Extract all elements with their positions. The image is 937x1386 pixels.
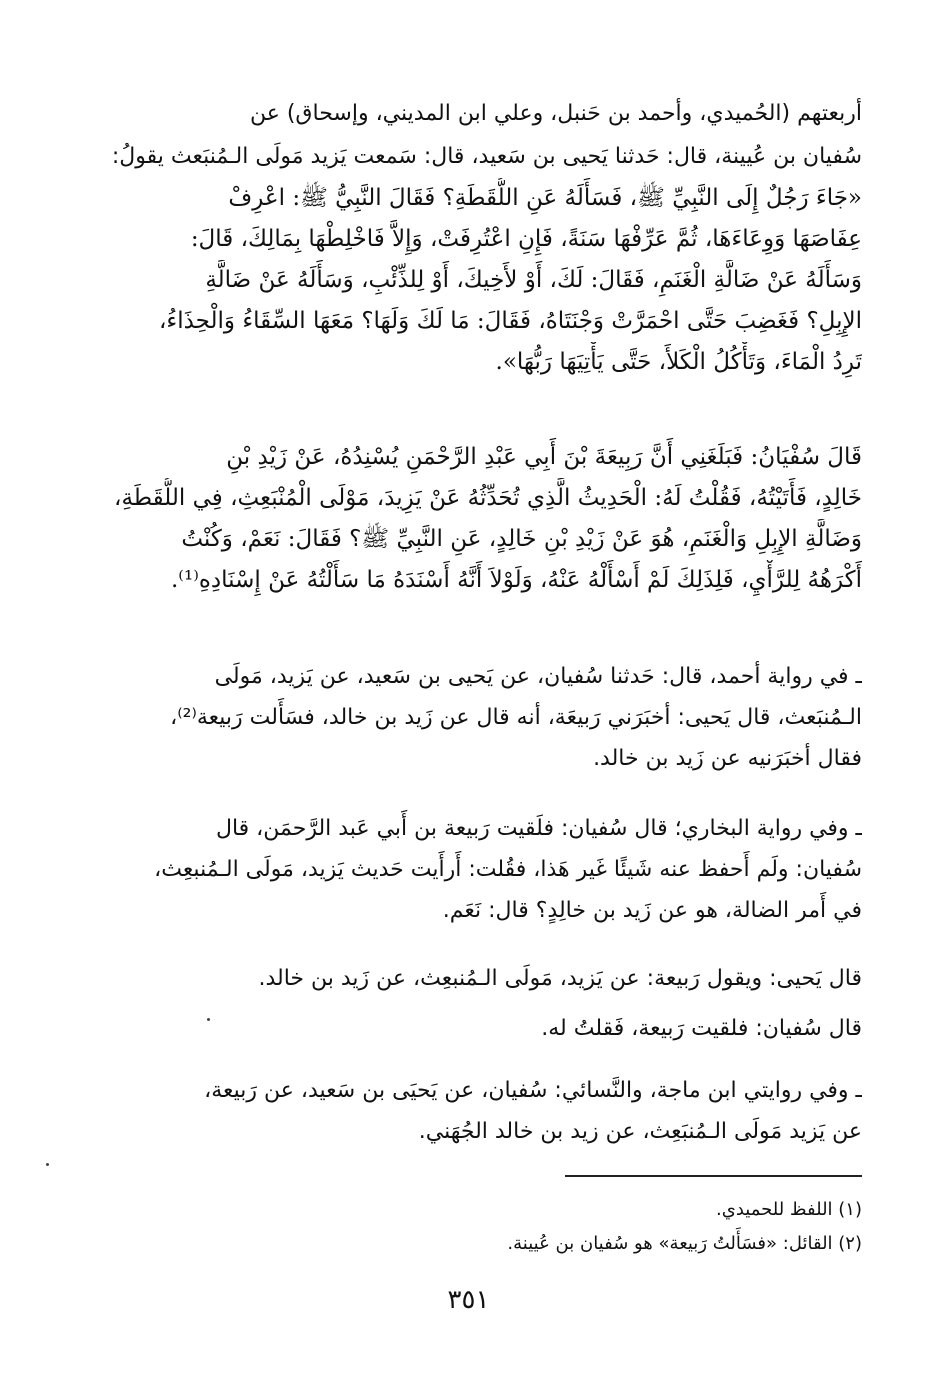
text-line: عن يَزيد مَولَى الـمُنبَعِث، عن زيد بن خالد الجُهَني.: [418, 1119, 862, 1144]
footnote: (١) اللفظ للحميدي.: [716, 1199, 862, 1220]
text-line: قَالَ سُفْيَانُ: فَبَلَغَنِي أَنَّ رَبِيعَةَ بْنَ أَبِي عَبْدِ الرَّحْمَنِ يُسْنِدُهُ، عَنْ زَيْدِ بْنِ: [226, 444, 862, 470]
ahmad-narration: [67, 656, 862, 779]
text-line: ـ في رواية أحمد، قال: حَدثنا سُفيان، عن يَحيى بن سَعيد، عن يَزيد، مَولَى: [214, 664, 862, 689]
page-number: ٣٥١: [447, 1285, 490, 1315]
text-line: ـ وفي روايتي ابن ماجة، والنَّسائي: سُفيان، عن يَحيَى بن سَعيد، عن رَبيعة،: [204, 1078, 862, 1103]
text-line: خَالِدٍ، فَأَتَيْتُهُ، فَقُلْتُ لَهُ: الْحَدِيثُ الَّذِي تُحَدِّثُهُ عَنْ يَزِيدَ، مَوْلَى الْمُنْبَعِثِ، فِي اللُّقَطَةِ،: [114, 485, 862, 511]
text-line: قال سُفيان: فلقيت رَبيعة، فَقلتُ له.: [541, 1016, 862, 1041]
footnote-separator: [565, 1175, 862, 1177]
text-line: وَسَأَلَهُ عَنْ ضَالَّةِ الْغَنَمِ، فَقَالَ: لَكَ، أَوْ لأَخِيكَ، أَوْ لِلذِّئْبِ، وَسَأَلَهُ عَنْ ضَالَّةِ: [205, 267, 862, 293]
scan-speck: [46, 1163, 49, 1166]
text-line: أربعتهم (الحُميدي، وأحمد بن حَنبل، وعلي ابن المديني، وإسحاق) عن: [249, 101, 862, 126]
text-line: قال يَحيى: ويقول رَبيعة: عن يَزيد، مَولَى الـمُنبعِث، عن زَيد بن خالد.: [258, 966, 862, 991]
sufyan-statement: [67, 1008, 862, 1049]
footnote: (٢) القائل: «فسَأَلتُ رَبيعة» هو سُفيان بن عُيينة.: [507, 1233, 862, 1254]
bukhari-narration: [67, 808, 862, 931]
text-line: عِفَاصَهَا وَوِعَاءَهَا، ثُمَّ عَرِّفْهَا سَنَةً، فَإِنِ اعْتُرِفَتْ، وَإِلاَّ فَاخْلِطْهَا بِمَالِكَ، قَالَ:: [190, 226, 862, 252]
text-line: سُفيان بن عُيينة، قال: حَدثنا يَحيى بن سَعيد، قال: سَمعت يَزيد مَولَى الـمُنبَعث يقولُ:: [111, 144, 862, 169]
paragraph: [67, 136, 862, 177]
paragraph: [67, 93, 862, 134]
text-line: ـ وفي رواية البخاري؛ قال سُفيان: فلَقيت رَبيعة بن أَبي عَبد الرَّحمَن، قال: [215, 816, 862, 841]
sufyan-quote: [67, 437, 862, 601]
yahya-statement: [67, 958, 862, 999]
text-line: في أَمر الضالة، هو عن زَيد بن خالِدٍ؟ قال: نَعَم.: [442, 898, 862, 923]
text-line: «جَاءَ رَجُلٌ إِلَى النَّبِيِّ ﷺ، فَسَأَلَهُ عَنِ اللُّقَطَةِ؟ فَقَالَ النَّبِيُّ ﷺ: اعْرِفْ: [228, 185, 862, 211]
text-line: الإِبِلِ؟ فَغَضِبَ حَتَّى احْمَرَّتْ وَجْنَتَاهُ، فَقَالَ: مَا لَكَ وَلَهَا؟ مَعَهَا السِّقَاءُ وَالْحِذَاءُ،: [158, 308, 862, 334]
ibn-majah-nasai-narration: [67, 1070, 862, 1152]
text-line: سُفيان: ولَم أَحفظ عنه شَيئًا غَير هَذا، فقُلت: أَرأَيت حَديث يَزيد، مَولَى الـمُنبعِث،: [154, 857, 862, 882]
footnotes: [67, 1193, 862, 1261]
text-line: فقال أخبَرَنيه عن زَيد بن خالد.: [593, 746, 862, 771]
text-line: الـمُنبَعث، قال يَحيى: أخبَرَني رَبيعَة، أنه قال عن زَيد بن خالد، فسَأَلت رَبيعة⁽²⁾،: [170, 705, 862, 730]
text-line: وَضَالَّةِ الإِبِلِ وَالْغَنَمِ، هُوَ عَنْ زَيْدِ بْنِ خَالِدٍ، عَنِ النَّبِيِّ ﷺ؟ فَقَالَ: نَعَمْ، وَكُنْتُ: [181, 526, 862, 552]
scan-speck: [207, 1018, 210, 1021]
hadith-quote: [67, 178, 862, 383]
text-line: أَكْرَهُهُ لِلرَّأْيِ، فَلِذَلِكَ لَمْ أَسْأَلْهُ عَنْهُ، وَلَوْلاَ أَنَّهُ أَسْنَدَهُ مَا سَأَلْتُهُ عَنْ إِسْنَادِهِ⁽¹⁾.: [171, 567, 862, 593]
text-line: تَرِدُ الْمَاءَ، وَتَأْكُلُ الْكَلأَ، حَتَّى يَأْتِيَهَا رَبُّهَا».: [495, 349, 862, 375]
